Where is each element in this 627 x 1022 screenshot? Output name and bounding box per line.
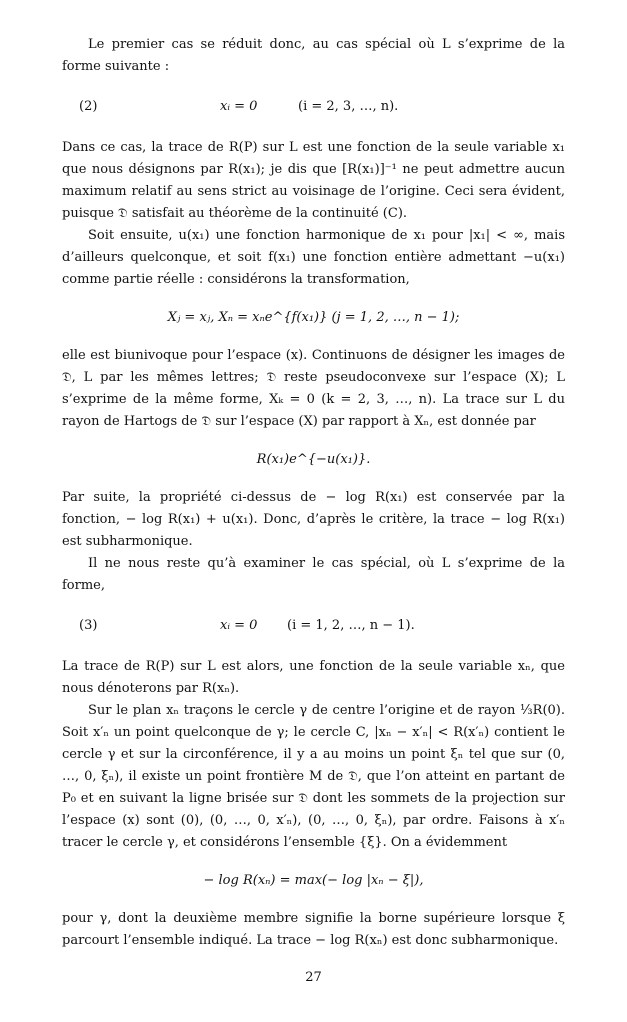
paragraph-8: Sur le plan xₙ traçons le cercle γ de centre l’origine et de rayon ⅓R(0). Soit x′ₙ un point quelconque de γ; le cercle C, |xₙ − x′ₙ| < R(x′ₙ) contient le cercle γ et sur la circonférence, il y a au moins un point ξₙ tel que sur (0, …, 0, ξₙ), il existe un point frontière M de 𝔇, que l’on atteint en partant de P₀ et en suivant la ligne brisée sur 𝔇 dont les sommets de la projection sur l’espace (x) sont (0), (0, …, 0, x′ₙ), (0, …, 0, ξₙ), par ordre. Faisons à x′ₙ tracer le cercle γ, et considérons l’ensemble {ξ}. On a évidemment	[62, 703, 565, 850]
final-equation: − log R(xₙ) = max(− log |xₙ − ξ|),	[203, 873, 424, 888]
paragraph-1: Le premier cas se réduit donc, au cas spécial où L s’exprime de la forme suivante :	[62, 37, 565, 74]
paragraph-6: Il ne nous reste qu’à examiner le cas spécial, où L s’exprime de la forme,	[62, 556, 565, 593]
equation-rhs: (i = 1, 2, …, n − 1).	[287, 618, 415, 633]
transformation-equation: Xⱼ = xⱼ, Xₙ = xₙe^{f(x₁)} (j = 1, 2, …, n − 1);	[167, 310, 460, 325]
equation-number: (3)	[79, 618, 98, 633]
paragraph-7: La trace de R(P) sur L est alors, une fonction de la seule variable xₙ, que nous dénoterons par R(xₙ).	[62, 659, 565, 696]
paragraph-2: Dans ce cas, la trace de R(P) sur L est une fonction de la seule variable x₁ que nous désignons par R(x₁); je dis que [R(x₁)]⁻¹ ne peut admettre aucun maximum relatif au sens strict au voisinage de l’origine. Ceci sera évident, puisque 𝔇 satisfait au théorème de la continuité (C).	[62, 140, 565, 221]
paragraph-5: Par suite, la propriété ci-dessus de − log R(x₁) est conservée par la fonction, − log R(x₁) + u(x₁). Donc, d’après le critère, la trace − log R(x₁) est subharmonique.	[62, 490, 565, 549]
equation-3	[62, 615, 565, 639]
equation-lhs: xᵢ = 0	[220, 99, 258, 114]
paragraph-4: elle est biunivoque pour l’espace (x). Continuons de désigner les images de 𝔇, L par les mêmes lettres; 𝔇 reste pseudoconvexe sur l’espace (X); L s’exprime de la même forme, Xₖ = 0 (k = 2, 3, …, n). La trace sur L du rayon de Hartogs de 𝔇 sur l’espace (X) par rapport à Xₙ, est donnée par	[62, 348, 565, 429]
equation-2	[62, 96, 565, 120]
trace-expression: R(x₁)e^{−u(x₁)}.	[256, 452, 371, 467]
page-number: 27	[305, 970, 322, 985]
equation-rhs: (i = 2, 3, …, n).	[298, 99, 399, 114]
equation-number: (2)	[79, 99, 98, 114]
paragraph-9: pour γ, dont la deuxième membre signifie la borne supérieure lorsque ξ parcourt l’ensemble indiqué. La trace − log R(xₙ) est donc subharmonique.	[62, 911, 565, 948]
page-body	[62, 34, 565, 952]
equation-lhs: xᵢ = 0	[220, 618, 258, 633]
paragraph-3: Soit ensuite, u(x₁) une fonction harmonique de x₁ pour |x₁| < ∞, mais d’ailleurs quelconque, et soit f(x₁) une fonction entière admettant −u(x₁) comme partie réelle : considérons la transformation,	[62, 228, 565, 287]
